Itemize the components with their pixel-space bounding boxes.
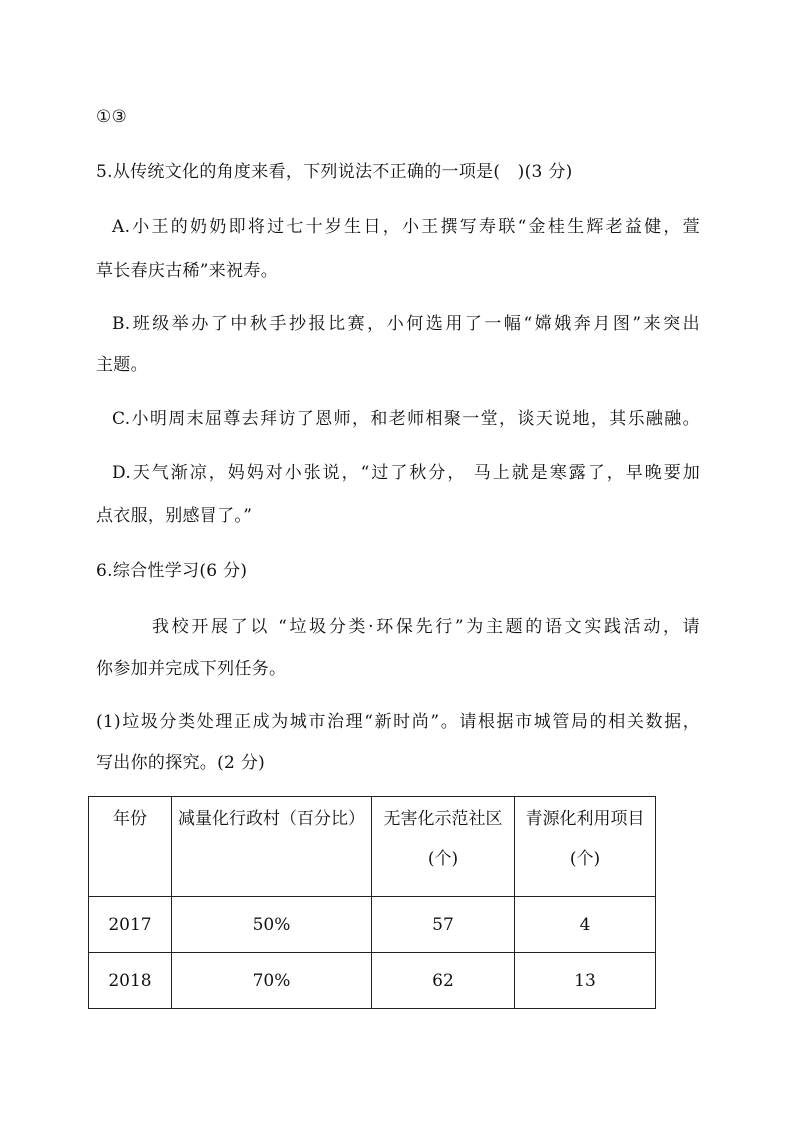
q6-intro-line2: 你参加并完成下列任务。 bbox=[96, 659, 287, 679]
cell-reduction: 50% bbox=[172, 897, 372, 953]
option-a-line2: 草长春庆古稀”来祝寿。 bbox=[96, 261, 278, 281]
option-a-line1: A.小王的奶奶即将过七十岁生日，小王撰写寿联“金桂生辉老益健，萱 bbox=[112, 217, 700, 237]
table-header-row bbox=[89, 797, 656, 897]
cell-communities: 57 bbox=[372, 897, 515, 953]
option-c-line1: C.小明周末屈尊去拜访了恩师，和老师相聚一堂，谈天说地，其乐融融。 bbox=[112, 409, 700, 429]
q6-sub1-line2: 写出你的探究。(2 分) bbox=[96, 753, 266, 773]
cell-communities: 62 bbox=[372, 953, 515, 1009]
option-d-line2: 点衣服，别感冒了。” bbox=[96, 506, 253, 526]
question-5-title: 5.从传统文化的角度来看，下列说法不正确的一项是( )(3 分) bbox=[96, 162, 573, 182]
header-reduction-villages: 减量化行政村（百分比） bbox=[172, 797, 372, 897]
cell-year: 2017 bbox=[89, 897, 172, 953]
option-b-line2: 主题。 bbox=[96, 355, 148, 375]
cell-reduction: 70% bbox=[172, 953, 372, 1009]
cell-projects: 13 bbox=[515, 953, 656, 1009]
cell-projects: 4 bbox=[515, 897, 656, 953]
q6-sub1-line1: (1)垃圾分类处理正成为城市治理“新时尚”。请根据市城管局的相关数据， bbox=[96, 712, 700, 732]
option-d-line1: D.天气渐凉，妈妈对小张说，“过了秋分， 马上就是寒露了，早晚要加 bbox=[112, 463, 700, 483]
data-table bbox=[88, 796, 656, 1009]
header-year: 年份 bbox=[89, 797, 172, 897]
header-resource-projects: 青源化利用项目(个) bbox=[515, 797, 656, 897]
option-b-line1: B.班级举办了中秋手抄报比赛，小何选用了一幅“嫦娥奔月图”来突出 bbox=[112, 314, 700, 334]
table-row bbox=[89, 897, 656, 953]
question-6-title: 6.综合性学习(6 分) bbox=[96, 561, 248, 581]
q6-intro-line1: 我校开展了以 “垃圾分类·环保先行”为主题的语文实践活动，请 bbox=[152, 617, 700, 637]
header-harmless-communities: 无害化示范社区(个) bbox=[372, 797, 515, 897]
table-row bbox=[89, 953, 656, 1009]
top-answer: ①③ bbox=[96, 107, 128, 127]
cell-year: 2018 bbox=[89, 953, 172, 1009]
